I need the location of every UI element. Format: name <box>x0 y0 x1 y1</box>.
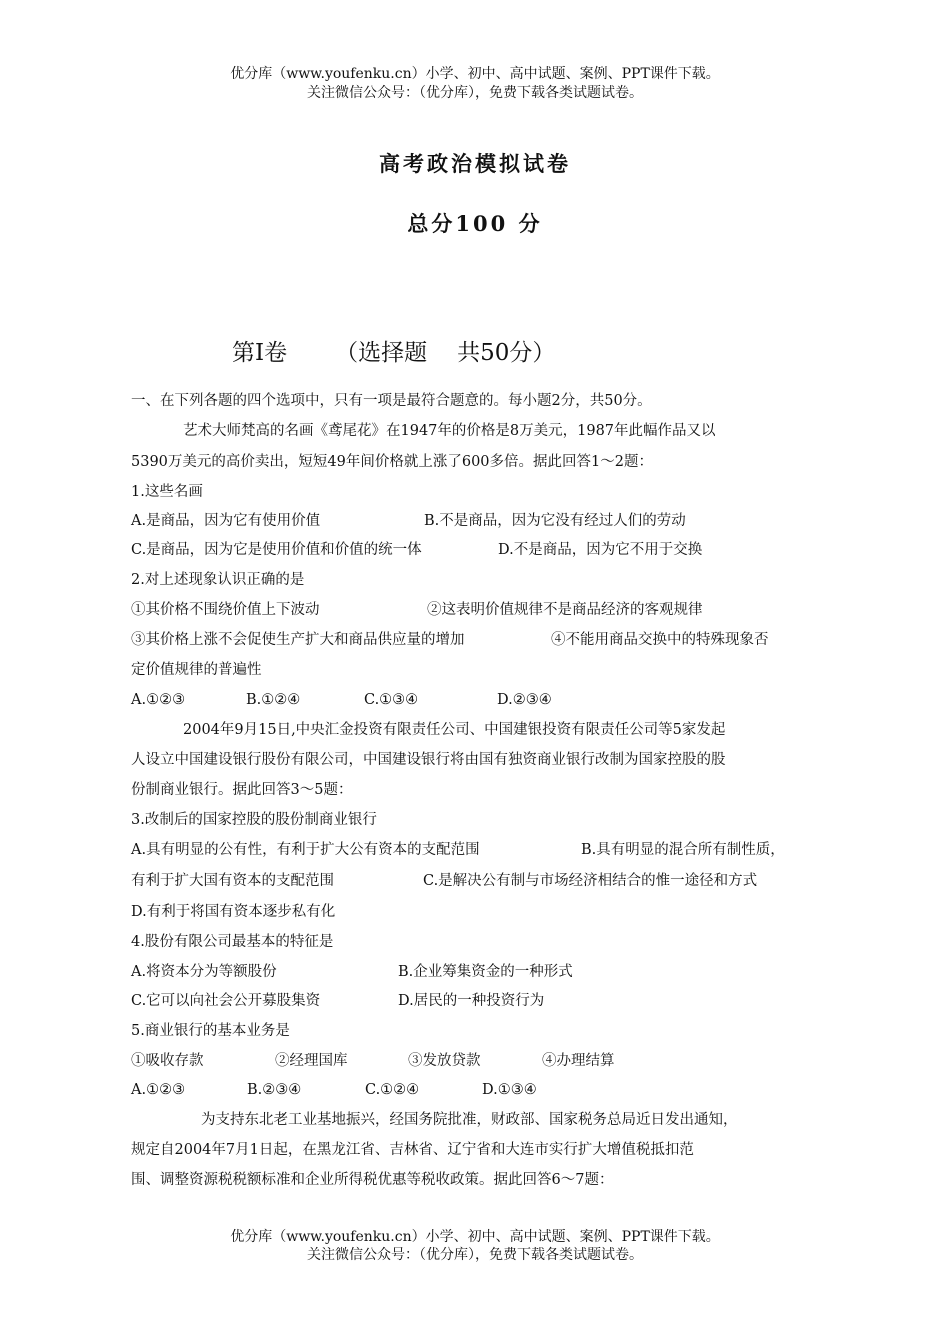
question-5-option-a: A.①②③ <box>131 1082 186 1098</box>
section-total: 共50分） <box>457 340 556 366</box>
section-heading <box>232 334 555 367</box>
question-3-option-b: B.具有明显的混合所有制性质， <box>581 842 785 858</box>
question-4-stem: 4.股份有限公司最基本的特征是 <box>131 934 334 950</box>
question-5-statement-3: ③发放贷款 <box>408 1053 481 1069</box>
question-2-statement-1: ①其价格不围绕价值上下波动 <box>131 602 320 618</box>
question-4-options-row-1 <box>131 962 573 982</box>
question-5-option-b: B.②③④ <box>247 1082 302 1098</box>
footer-line-2: 关注微信公众号：（优分库），免费下载各类试题试卷。 <box>307 1247 643 1263</box>
question-4-option-b: B.企业筹集资金的一种形式 <box>398 964 573 980</box>
question-5-statement-1: ①吸收存款 <box>131 1053 204 1069</box>
header-line-1: 优分库（www.youfenku.cn）小学、初中、高中试题、案例、PPT课件下载。 <box>230 66 720 82</box>
question-4-option-c: C.它可以向社会公开募股集资 <box>131 993 321 1009</box>
question-2-stem: 2.对上述现象认识正确的是 <box>131 572 305 588</box>
question-1-option-d: D.不是商品，因为它不用于交换 <box>498 542 703 558</box>
question-2-options <box>131 690 552 710</box>
question-2-statement-4: ④不能用商品交换中的特殊现象否 <box>551 632 769 648</box>
question-2-statement-4-cont: 定价值规律的普遍性 <box>131 662 262 678</box>
question-1-options-row-1 <box>131 511 686 531</box>
section-label: 第Ⅰ卷 <box>232 340 288 366</box>
question-2-statements-row-2 <box>131 630 769 650</box>
question-5-stem: 5.商业银行的基本业务是 <box>131 1023 290 1039</box>
question-4-option-a: A.将资本分为等额股份 <box>131 964 277 980</box>
question-1-stem: 1.这些名画 <box>131 484 203 500</box>
material-2-line-1: 2004年9月15日,中央汇金投资有限责任公司、中国建银投资有限责任公司等5家发起 <box>183 722 726 738</box>
question-5-statement-4: ④办理结算 <box>542 1053 615 1069</box>
header-line-2: 关注微信公众号：（优分库），免费下载各类试题试卷。 <box>307 85 643 101</box>
question-5-option-d: D.①③④ <box>482 1082 537 1098</box>
material-2-line-3: 份制商业银行。据此回答3～5题： <box>131 782 353 798</box>
question-2-statements-row-1 <box>131 600 703 620</box>
question-5-option-c: C.①②④ <box>365 1082 420 1098</box>
question-5-options <box>131 1080 537 1100</box>
material-1-line-2: 5390万美元的高价卖出，短短49年间价格就上涨了600多倍。据此回答1～2题： <box>131 454 653 470</box>
section-type: （选择题 <box>335 340 428 366</box>
instructions: 一、在下列各题的四个选项中，只有一项是最符合题意的。每小题2分，共50分。 <box>131 393 652 409</box>
page-title: 高考政治模拟试卷 <box>379 151 571 176</box>
question-3-option-a: A.具有明显的公有性，有利于扩大公有资本的支配范围 <box>131 842 480 858</box>
question-2-option-c: C.①③④ <box>364 692 419 708</box>
question-5-statement-2: ②经理国库 <box>275 1053 348 1069</box>
question-5-statements <box>131 1051 615 1071</box>
material-3-line-3: 围、调整资源税税额标准和企业所得税优惠等税收政策。据此回答6～7题： <box>131 1172 614 1188</box>
question-1-option-a: A.是商品，因为它有使用价值 <box>131 513 321 529</box>
question-3-option-b-cont: 有利于扩大国有资本的支配范围 <box>131 873 334 889</box>
material-1-line-1: 艺术大师梵高的名画《鸢尾花》在1947年的价格是8万美元，1987年此幅作品又以 <box>183 423 716 439</box>
question-2-statement-2: ②这表明价值规律不是商品经济的客观规律 <box>427 602 703 618</box>
question-4-option-d: D.居民的一种投资行为 <box>398 993 545 1009</box>
question-3-option-c: C.是解决公有制与市场经济相结合的惟一途径和方式 <box>423 873 758 889</box>
question-1-option-b: B.不是商品，因为它没有经过人们的劳动 <box>424 513 686 529</box>
question-2-option-d: D.②③④ <box>497 692 552 708</box>
question-1-option-c: C.是商品，因为它是使用价值和价值的统一体 <box>131 542 422 558</box>
question-1-options-row-2 <box>131 540 702 560</box>
question-2-statement-3: ③其价格上涨不会促使生产扩大和商品供应量的增加 <box>131 632 465 648</box>
question-3-stem: 3.改制后的国家控股的股份制商业银行 <box>131 812 377 828</box>
footer-line-1: 优分库（www.youfenku.cn）小学、初中、高中试题、案例、PPT课件下载。 <box>230 1229 720 1245</box>
question-3-options-row-2 <box>131 871 757 891</box>
material-3-line-1: 为支持东北老工业基地振兴，经国务院批准，财政部、国家税务总局近日发出通知， <box>201 1112 738 1128</box>
material-3-line-2: 规定自2004年7月1日起，在黑龙江省、吉林省、辽宁省和大连市实行扩大增值税抵扣范 <box>131 1142 694 1158</box>
page-subtitle: 总分100 分 <box>407 211 543 236</box>
question-4-options-row-2 <box>131 991 544 1011</box>
question-3-options-row-1 <box>131 840 785 860</box>
question-3-option-d: D.有利于将国有资本逐步私有化 <box>131 904 336 920</box>
question-2-option-b: B.①②④ <box>246 692 301 708</box>
question-2-option-a: A.①②③ <box>131 692 186 708</box>
material-2-line-2: 人设立中国建设银行股份有限公司，中国建设银行将由国有独资商业银行改制为国家控股的股 <box>131 752 726 768</box>
